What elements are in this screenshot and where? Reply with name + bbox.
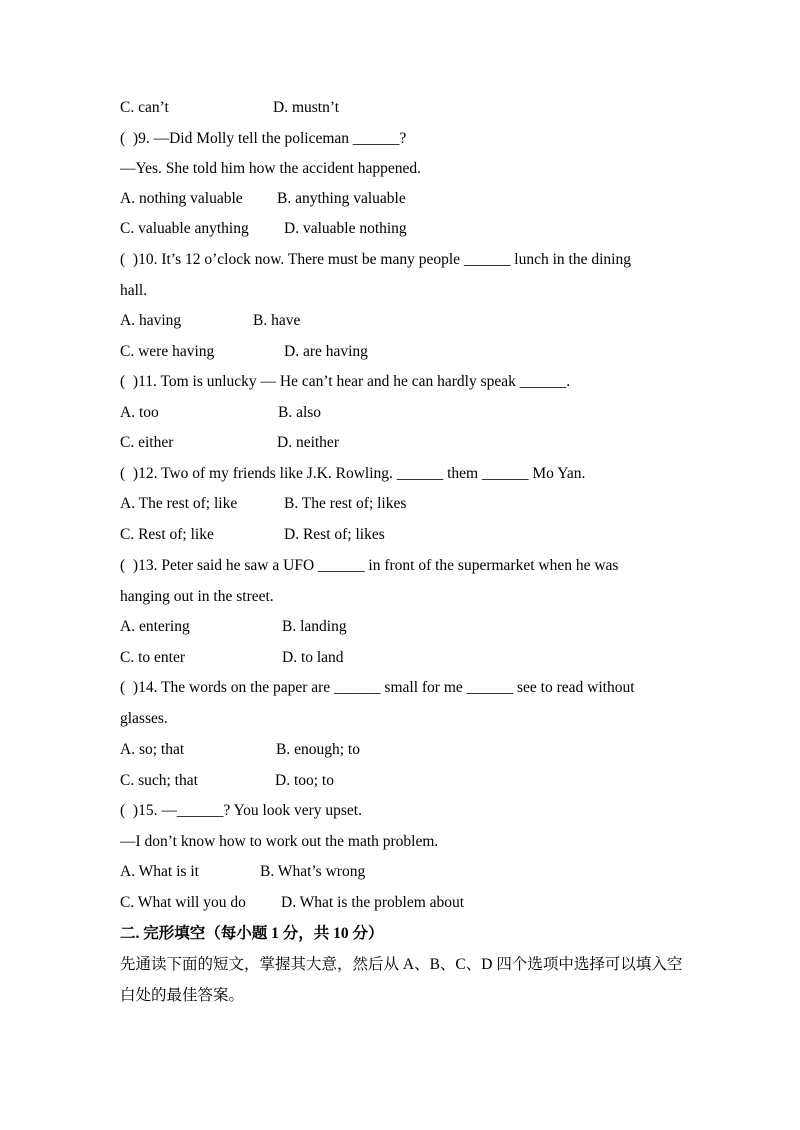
- q9-option-b: B. anything valuable: [277, 190, 406, 207]
- q15-option-b: B. What’s wrong: [260, 863, 366, 880]
- q11-option-d: D. neither: [277, 434, 339, 451]
- q10-option-c: C. were having: [120, 343, 215, 360]
- q9-option-d: D. valuable nothing: [284, 220, 407, 237]
- q10-option-a: A. having: [120, 312, 182, 329]
- q14-stem-line1: ( )14. The words on the paper are ______ small for me ______ see to read without: [120, 679, 635, 696]
- q9-reply: —Yes. She told him how the accident happened.: [120, 160, 422, 177]
- q13-stem-line1: ( )13. Peter said he saw a UFO ______ in front of the supermarket when he was: [120, 557, 619, 574]
- q10-option-d: D. are having: [284, 343, 368, 360]
- q10-stem-line2: hall.: [120, 282, 148, 299]
- q15-stem: ( )15. —______? You look very upset.: [120, 802, 362, 819]
- q15-option-a: A. What is it: [120, 863, 199, 880]
- q10-stem-line1: ( )10. It’s 12 o’clock now. There must be many people ______ lunch in the dining: [120, 251, 631, 268]
- q9-option-a: A. nothing valuable: [120, 190, 243, 207]
- q12-stem: ( )12. Two of my friends like J.K. Rowling. ______ them ______ Mo Yan.: [120, 465, 586, 482]
- q13-option-d: D. to land: [282, 649, 344, 666]
- q13-option-a: A. entering: [120, 618, 190, 635]
- q14-option-b: B. enough; to: [276, 741, 360, 758]
- q8-option-d: D. mustn’t: [273, 99, 340, 116]
- q12-option-b: B. The rest of; likes: [284, 495, 407, 512]
- q11-option-c: C. either: [120, 434, 174, 451]
- q15-reply: —I don’t know how to work out the math problem.: [120, 833, 439, 850]
- q8-option-c: C. can’t: [120, 99, 169, 116]
- q12-option-c: C. Rest of; like: [120, 526, 214, 543]
- q14-stem-line2: glasses.: [120, 710, 168, 727]
- q11-option-a: A. too: [120, 404, 159, 421]
- q14-option-a: A. so; that: [120, 741, 185, 758]
- q12-option-d: D. Rest of; likes: [284, 526, 385, 543]
- section-instructions-line2: 白处的最佳答案。: [120, 987, 245, 1004]
- section-instructions-line1: 先通读下面的短文，掌握其大意，然后从 A、B、C、D 四个选项中选择可以填入空: [120, 956, 683, 973]
- q12-option-a: A. The rest of; like: [120, 495, 238, 512]
- q11-option-b: B. also: [278, 404, 322, 421]
- q14-option-d: D. too; to: [275, 772, 334, 789]
- q13-stem-line2: hanging out in the street.: [120, 588, 274, 605]
- q11-stem: ( )11. Tom is unlucky — He can’t hear and he can hardly speak ______.: [120, 373, 571, 390]
- q13-option-b: B. landing: [282, 618, 347, 635]
- section-heading: 二. 完形填空（每小题 1 分，共 10 分）: [120, 925, 384, 942]
- q10-option-b: B. have: [253, 312, 301, 329]
- q9-option-c: C. valuable anything: [120, 220, 249, 237]
- q13-option-c: C. to enter: [120, 649, 185, 666]
- q15-option-c: C. What will you do: [120, 894, 246, 911]
- q14-option-c: C. such; that: [120, 772, 198, 789]
- q9-stem: ( )9. —Did Molly tell the policeman ______?: [120, 130, 407, 147]
- q15-option-d: D. What is the problem about: [281, 894, 465, 911]
